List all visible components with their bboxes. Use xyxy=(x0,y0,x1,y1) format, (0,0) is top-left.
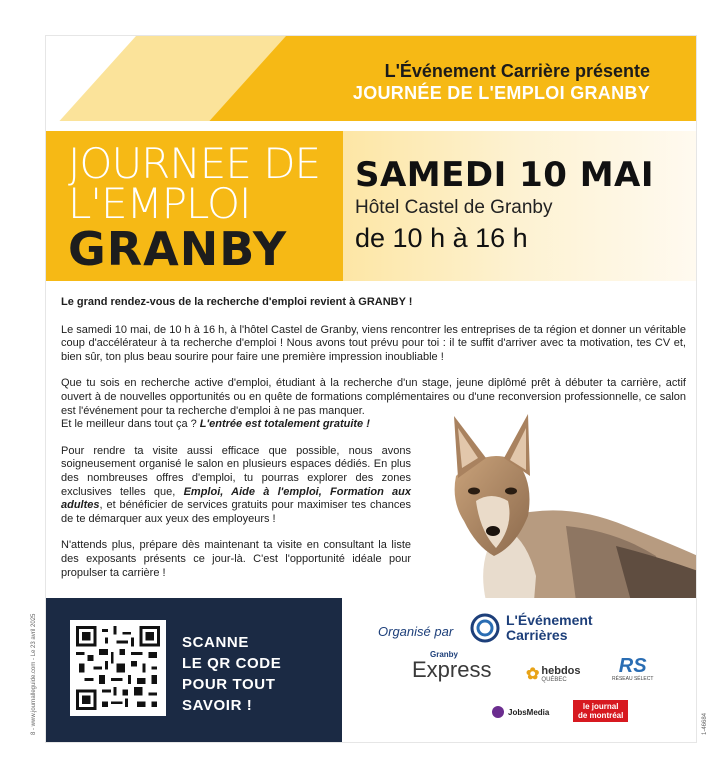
organized-by-label: Organisé par xyxy=(378,624,454,639)
cta-line-1: SCANNE xyxy=(182,634,249,651)
logo-line-3: GRANBY xyxy=(68,222,288,276)
rs-label: RS xyxy=(618,655,647,677)
logo-line-1: JOURNEE DE xyxy=(68,139,321,188)
cta-panel xyxy=(46,598,342,743)
coyote-image xyxy=(416,406,697,601)
granby-express-logo xyxy=(412,650,491,681)
organizer-line-2: Carrières xyxy=(506,627,568,643)
paragraph-2-text: Que tu sois en recherche active d'emploi, étudiant à la recherche d'un stage, jeune diplômé prêt à débuter ta carrière, actif ouvert à de nouvelles opportunités ou en quête de formations complémentaires ou d'une reconversion professionnelle, ce salon est l'événement pour ta recherche d'emploi à ne pas manquer. xyxy=(61,377,686,417)
cta-line-4: SAVOIR ! xyxy=(182,697,253,714)
hebdos-quebec-logo xyxy=(526,664,581,684)
jobsmedia-label: JobsMedia xyxy=(508,707,550,717)
jobsmedia-logo xyxy=(492,706,549,718)
ad-reference-code: 1-46684 xyxy=(702,712,708,735)
free-entry-emphasis: L'entrée est totalement gratuite ! xyxy=(199,418,370,431)
event-venue: Hôtel Castel de Granby xyxy=(355,197,553,218)
event-hours: de 10 h à 16 h xyxy=(355,223,528,253)
journal-line-2: de montréal xyxy=(578,711,624,720)
organizer-line-1: L'Événement xyxy=(506,612,593,628)
publication-side-label: 8 - www.journalleguide.com - Le 23 avril 2025 xyxy=(31,613,37,735)
qr-code-graphic xyxy=(76,626,160,710)
qr-call-to-action xyxy=(182,632,281,716)
lead-paragraph: Le grand rendez-vous de la recherche d'emploi revient à GRANBY ! xyxy=(61,296,413,308)
reseau-select-logo xyxy=(612,656,653,682)
express-label: Express xyxy=(412,657,492,682)
cta-line-3: POUR TOUT xyxy=(182,676,276,693)
jobsmedia-icon xyxy=(492,706,504,718)
event-logo-block xyxy=(46,131,343,281)
paragraph-2b-text: Et le meilleur dans tout ça ? xyxy=(61,418,200,431)
paragraph-3 xyxy=(61,445,411,527)
paragraph-4: N'attends plus, prépare dès maintenant ta visite en consultant la liste des exposants présents ce jour-là. C'est l'opportunité idéale pour propulser ta carrière ! xyxy=(61,539,411,579)
event-details xyxy=(343,131,697,281)
hebdos-label: hebdos xyxy=(541,664,581,677)
granby-small-label: Granby xyxy=(430,650,459,659)
qr-code[interactable] xyxy=(70,620,166,716)
header-text xyxy=(353,60,650,104)
journal-de-montreal-logo xyxy=(573,700,628,722)
event-name-line: JOURNÉE DE L'EMPLOI GRANBY xyxy=(352,83,650,103)
paragraph-1: Le samedi 10 mai, de 10 h à 16 h, à l'hôtel Castel de Granby, viens rencontrer les entreprises de ta région et donner un véritable coup d'accélérateur à ta recherche d'emploi ! Nous avons tout prévu pour toi : il te suffit d'arriver avec ta motivation, tes CV et, bien sûr, ton plus beau sourire pour faire une première impression inoubliable ! xyxy=(61,323,686,363)
rs-caption: RÉSEAU SÉLECT xyxy=(612,676,654,682)
evenement-carrieres-icon xyxy=(470,613,500,643)
evenement-carrieres-logo xyxy=(470,613,593,643)
logo-line-2: L'EMPLOI xyxy=(68,179,251,228)
quebec-label: QUÉBEC xyxy=(541,676,567,683)
advertisement xyxy=(45,35,697,743)
sponsors-panel xyxy=(342,598,697,743)
hebdos-flower-icon: ✿ xyxy=(526,666,540,683)
paragraph-3b-text: , et bénéficier de services gratuits pour maximiser tes chances de te démarquer aux yeux des employeurs ! xyxy=(61,499,411,525)
header-banner xyxy=(46,36,697,121)
cta-line-2: LE QR CODE xyxy=(182,655,282,672)
presenter-line: L'Événement Carrière présente xyxy=(384,61,650,81)
event-date: SAMEDI 10 MAI xyxy=(355,155,655,195)
journal-line-1: le journal xyxy=(582,702,619,711)
zones-emphasis: Emploi, Aide à l'emploi, Formation aux adultes xyxy=(61,485,411,512)
paragraph-3a-text: Pour rendre ta visite aussi efficace que possible, nous avons soigneusement organisé le salon en plusieurs espaces dédiés. En plus des nombreuses offres d'emploi, tu pourras explorer des zones exclusives telles que, xyxy=(61,444,411,498)
